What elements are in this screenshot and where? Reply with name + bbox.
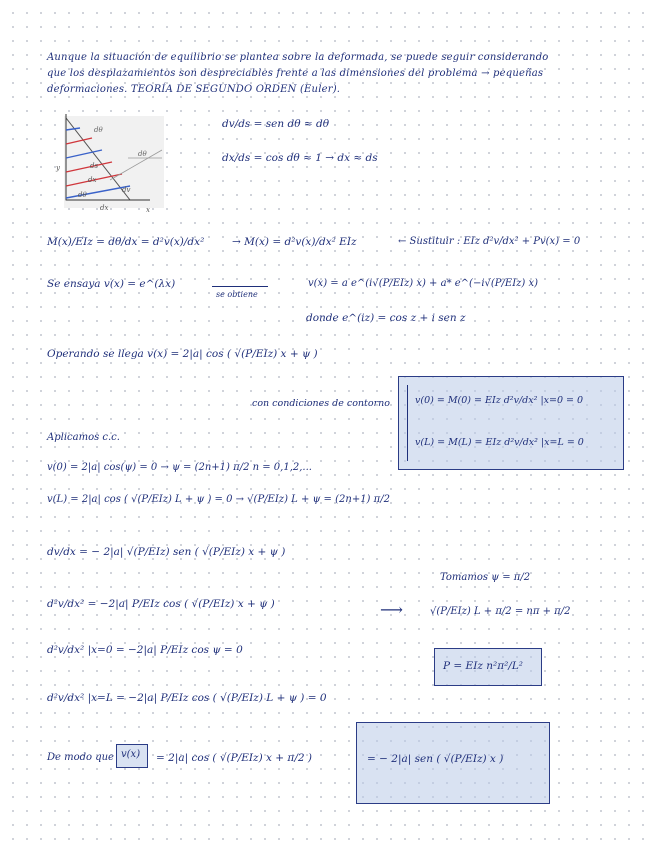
final-v: v(x) bbox=[121, 749, 141, 760]
final-result: = − 2|a| sen ( √(P/EIz) x ) bbox=[367, 753, 504, 765]
final-result-box bbox=[356, 722, 550, 804]
deriv-3: d²v/dx² |x=0 = −2|a| P/EIz cos ψ = 0 bbox=[47, 644, 243, 656]
moment-eq-substitute: ← Sustituir : EIz d²v/dx² + Pv(x) = 0 bbox=[398, 236, 581, 247]
geometry-eq-2: dx/ds = cos dθ ≈ 1 → dx ≈ ds bbox=[222, 152, 378, 164]
label-dtheta-top: dθ bbox=[94, 126, 103, 134]
intro-line-2: que los desplazamientos son despreciables frente a las dimensiones del problema → pequeñas bbox=[47, 68, 544, 79]
operating-eq: Operando se llega v(x) = 2|a| cos ( √(P/EIz) x + ψ ) bbox=[47, 348, 318, 360]
intro-line-1: Aunque la situación de equilibrio se plantea sobre la deformada, se puede seguir considerando bbox=[47, 52, 549, 63]
label-dx: dx bbox=[88, 176, 97, 184]
deriv-2: d²v/dx² = −2|a| P/EIz cos ( √(P/EIz) x + ψ ) bbox=[47, 598, 275, 610]
trial-result: v(x) = a e^(i√(P/EIz) x) + a* e^(−i√(P/EIz) x) bbox=[308, 278, 539, 289]
critical-load-box bbox=[434, 648, 542, 686]
intro-line-3: deformaciones. TEORÍA DE SEGUNDO ORDEN (Euler). bbox=[47, 84, 341, 95]
critical-load: P = EIz n²π²/L² bbox=[443, 660, 524, 672]
label-dtheta-bottom: dθ bbox=[78, 191, 87, 199]
deriv-1: dv/dx = − 2|a| √(P/EIz) sen ( √(P/EIz) x + ψ ) bbox=[47, 546, 286, 558]
label-dtheta-right: dθ bbox=[138, 150, 147, 158]
deriv-4: d²v/dx² |x=L = −2|a| P/EIz cos ( √(P/EIz) L + ψ ) = 0 bbox=[47, 692, 327, 704]
take-eq: √(P/EIz) L + π/2 = nπ + π/2 bbox=[430, 606, 571, 617]
boundary-box bbox=[398, 376, 624, 470]
label-dx-bottom: dx bbox=[100, 204, 109, 212]
boundary-label: con condiciones de contorno bbox=[252, 398, 390, 409]
boundary-bc-2: v(L) = M(L) = EIz d²v/dx² |x=L = 0 bbox=[415, 437, 584, 448]
moment-eq-left: M(x)/EIz = dθ/dx = d²v(x)/dx² bbox=[47, 236, 205, 248]
trial-label: Se ensaya v(x) = e^(λx) bbox=[47, 278, 176, 290]
take-arrow: ⟶ bbox=[380, 600, 403, 619]
apply-title: Aplicamos c.c. bbox=[47, 432, 120, 443]
deformation-diagram bbox=[50, 110, 170, 220]
moment-eq-mid: → M(x) = d²v(x)/dx² EIz bbox=[232, 236, 357, 248]
take-label: Tomamos ψ = π/2 bbox=[440, 572, 531, 583]
trial-where: donde e^(iz) = cos z + i sen z bbox=[306, 312, 466, 324]
label-x-axis: x bbox=[146, 206, 150, 214]
apply-v0: v(0) = 2|a| cos(ψ) = 0 → ψ = (2n+1) π/2 n = 0,1,2,... bbox=[47, 462, 312, 473]
final-prefix: De modo que bbox=[47, 752, 114, 763]
label-y-axis: y bbox=[56, 164, 60, 172]
boundary-brace bbox=[407, 385, 408, 461]
trial-obtains: se obtiene bbox=[216, 290, 258, 299]
trial-arrow-line bbox=[212, 286, 268, 287]
boundary-bc-1: v(0) = M(0) = EIz d²v/dx² |x=0 = 0 bbox=[415, 395, 584, 406]
apply-vL: v(L) = 2|a| cos ( √(P/EIz) L + ψ ) = 0 → √(P/EIz) L + ψ = (2n+1) π/2 bbox=[47, 494, 390, 505]
label-dv: dv bbox=[122, 186, 131, 194]
final-v-box bbox=[116, 744, 148, 768]
final-eq: = 2|a| cos ( √(P/EIz) x + π/2 ) bbox=[156, 752, 312, 764]
label-ds: ds bbox=[90, 162, 99, 170]
geometry-eq-1: dv/ds = sen dθ ≈ dθ bbox=[222, 118, 330, 130]
